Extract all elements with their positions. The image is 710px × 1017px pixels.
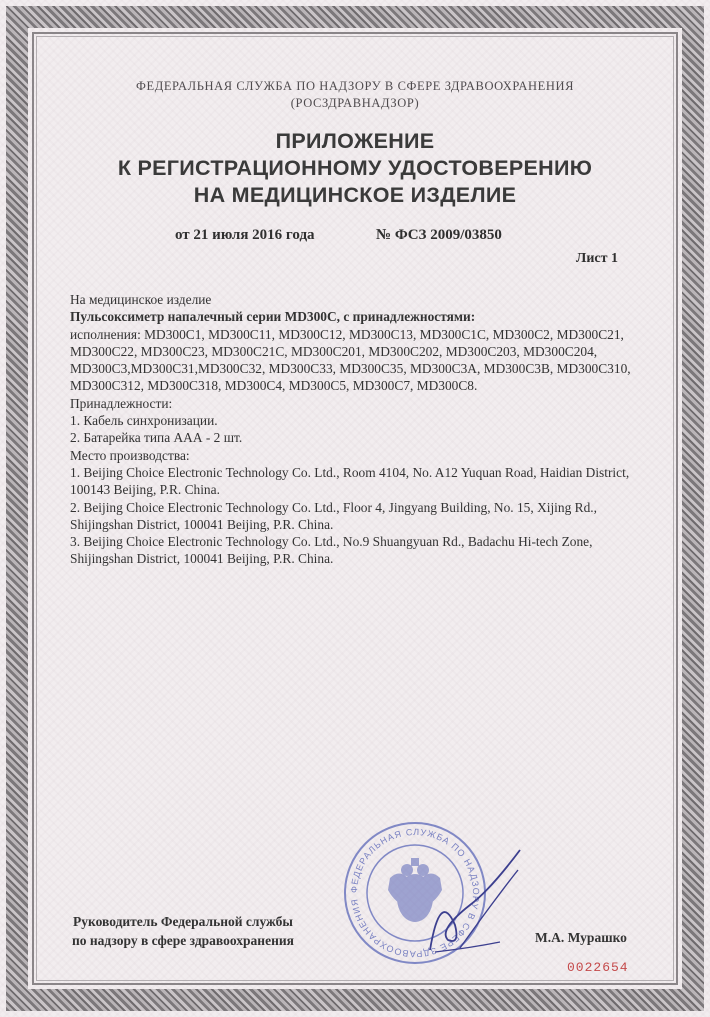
production-label: Место производства: — [70, 447, 190, 463]
title-line-3: НА МЕДИЦИНСКОЕ ИЗДЕЛИЕ — [193, 183, 517, 207]
registration-number: № ФСЗ 2009/03850 — [376, 227, 502, 243]
accessories-label: Принадлежности: — [70, 395, 173, 411]
accessory-item: 2. Батарейка типа ААА - 2 шт. — [70, 430, 243, 446]
serial-number: 0022654 — [567, 960, 629, 975]
document-body — [70, 291, 636, 568]
registration-date: от 21 июля 2016 года — [175, 227, 315, 243]
agency-abbrev: (РОСЗДРАВНАДЗОР) — [290, 96, 420, 110]
title-line-1: ПРИЛОЖЕНИЕ — [275, 129, 435, 153]
agency-name: ФЕДЕРАЛЬНАЯ СЛУЖБА ПО НАДЗОРУ В СФЕРЕ ЗДРАВООХРАНЕНИЯ — [135, 79, 575, 93]
signer-position-line-1: Руководитель Федеральной службы — [73, 914, 293, 929]
agency-header — [0, 78, 710, 112]
production-site: 1. Beijing Choice Electronic Technology Co. Ltd., Room 4104, No. A12 Yuquan Road, Haidian District, 100143 Beijing, P.R. China. — [70, 464, 630, 498]
device-variants: исполнения: MD300C1, MD300C11, MD300C12, MD300C13, MD300C1C, MD300C2, MD300C21, MD300C22, MD300C23, MD300C21C, MD300C201, MD300C202, MD300C203, MD300C204, MD300C3,MD300C31,MD300C32, MD300C33, MD300C35, MD300C3A, MD300C3B, MD300C310, MD300C312, MD300C318, MD300C4, MD300C5, MD300C7, MD300C8. — [70, 326, 631, 394]
signer-position — [72, 912, 294, 950]
production-site: 2. Beijing Choice Electronic Technology Co. Ltd., Floor 4, Jingyang Building, No. 15, Xijing Rd., Shijingshan District, 100041 Beijing, P.R. China. — [70, 499, 597, 532]
signer-position-line-2: по надзору в сфере здравоохранения — [72, 933, 294, 948]
signature-icon — [400, 830, 540, 970]
device-name: Пульсоксиметр напалечный серии MD300C, с принадлежностями: — [70, 309, 476, 325]
accessory-item: 1. Кабель синхронизации. — [70, 413, 218, 429]
document-title — [0, 128, 710, 209]
seal-text: ФЕДЕРАЛЬНАЯ СЛУЖБА ПО НАДЗОРУ В СФЕРЕ ЗДРАВООХРАНЕНИЯ — [348, 826, 482, 960]
sheet-number: Лист 1 — [575, 251, 618, 266]
production-site: 3. Beijing Choice Electronic Technology Co. Ltd., No.9 Shuangyuan Rd., Badachu Hi-tech Zone, Shijingshan District, 100041 Beijing, P.R. China. — [70, 534, 593, 567]
title-line-2: К РЕГИСТРАЦИОННОМУ УДОСТОВЕРЕНИЮ — [117, 156, 593, 180]
signer-name: М.А. Мурашко — [535, 930, 627, 945]
intro-line: На медицинское изделие — [70, 292, 212, 307]
